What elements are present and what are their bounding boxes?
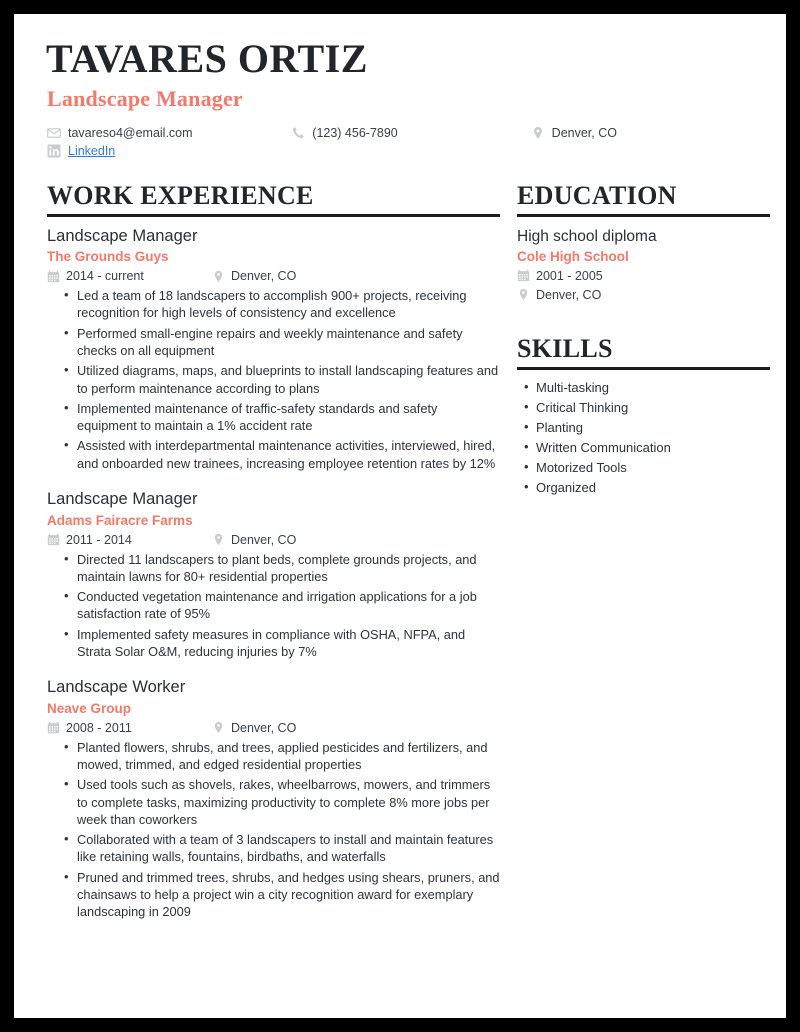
experience-bullet: • Implemented safety measures in compliance with OSHA, NFPA, and Strata Solar O&M, reducing injuries by 7% <box>77 626 500 661</box>
skill-item: • Written Communication <box>536 438 770 458</box>
experience-location: Denver, CO <box>212 269 296 283</box>
experience-meta <box>47 721 500 735</box>
skills-block <box>517 335 770 498</box>
experience-location: Denver, CO <box>212 721 296 735</box>
linkedin-icon <box>47 144 61 158</box>
contact-email[interactable] <box>47 126 291 140</box>
location-pin-icon <box>531 126 545 140</box>
contact-row-primary <box>47 126 687 140</box>
experience-bullet: • Led a team of 18 landscapers to accomplish 900+ projects, receiving recognition for high levels of consistency and excellence <box>77 287 500 322</box>
experience-dates: 2008 - 2011 <box>47 721 212 735</box>
location-pin-icon <box>212 270 225 283</box>
contact-phone-text: (123) 456-7890 <box>312 126 398 140</box>
location-pin-icon <box>212 533 225 546</box>
location-pin-icon <box>212 721 225 734</box>
education-entry <box>517 227 770 302</box>
section-rule-education <box>517 214 770 217</box>
experience-organization: Neave Group <box>47 700 132 716</box>
skill-item: • Multi-tasking <box>536 378 770 398</box>
linkedin-link[interactable]: LinkedIn <box>68 144 116 158</box>
experience-bullet: • Collaborated with a team of 3 landscapers to install and maintain features like retaining walls, fountains, birdbaths, and waterfalls <box>77 831 500 866</box>
section-rule-work-experience <box>47 214 500 217</box>
experience-role: Landscape Manager <box>47 489 198 508</box>
experience-bullets <box>47 287 500 472</box>
experience-bullet: • Used tools such as shovels, rakes, wheelbarrows, mowers, and trimmers to complete tasks, maximizing productivity to complete 8% more jobs per week than coworkers <box>77 776 500 828</box>
experience-dates: 2011 - 2014 <box>47 533 212 547</box>
section-title-skills: SKILLS <box>517 333 613 363</box>
experience-list <box>47 226 500 921</box>
education-dates: 2001 - 2005 <box>517 269 770 283</box>
contact-location <box>531 126 687 140</box>
experience-meta <box>47 269 500 283</box>
contact-email-text: tavareso4@email.com <box>68 126 193 140</box>
experience-role: Landscape Worker <box>47 678 186 697</box>
resume-header <box>34 38 766 158</box>
education-list <box>517 227 770 302</box>
experience-bullet: • Planted flowers, shrubs, and trees, applied pesticides and fertilizers, and mowed, trimmed, and edged residential properties <box>77 739 500 774</box>
envelope-icon <box>47 126 61 140</box>
experience-dates: 2014 - current <box>47 269 212 283</box>
contact-row-secondary <box>47 144 687 158</box>
experience-organization: The Grounds Guys <box>47 249 169 265</box>
section-rule-skills <box>517 367 770 370</box>
section-title-education: EDUCATION <box>517 181 677 210</box>
resume-body <box>34 182 766 920</box>
experience-location: Denver, CO <box>212 533 296 547</box>
experience-bullet: • Performed small-engine repairs and weekly maintenance and safety checks on all equipment <box>77 325 500 360</box>
experience-meta <box>47 533 500 547</box>
resume-page <box>14 14 786 1018</box>
skill-item: • Critical Thinking <box>536 398 770 418</box>
page-title: TAVARES ORTIZ <box>46 36 368 81</box>
experience-entry <box>47 226 500 472</box>
right-column <box>500 182 770 920</box>
left-column <box>34 182 500 920</box>
calendar-icon <box>47 270 60 283</box>
skill-item: • Organized <box>536 478 770 498</box>
calendar-icon <box>47 533 60 546</box>
education-degree: High school diploma <box>517 227 657 245</box>
location-pin-icon <box>517 288 530 301</box>
calendar-icon <box>47 721 60 734</box>
skills-list <box>517 378 770 499</box>
education-location: Denver, CO <box>517 288 770 302</box>
experience-entry <box>47 677 500 920</box>
experience-entry <box>47 489 500 660</box>
experience-organization: Adams Fairacre Farms <box>47 512 193 528</box>
experience-bullet: • Conducted vegetation maintenance and irrigation applications for a job satisfaction rate of 95% <box>77 588 500 623</box>
experience-bullets <box>47 739 500 921</box>
experience-bullet: • Directed 11 landscapers to plant beds, complete grounds projects, and maintain lawns for 80+ residential properties <box>77 551 500 586</box>
contact-location-text: Denver, CO <box>551 126 617 140</box>
experience-bullets <box>47 551 500 661</box>
education-school: Cole High School <box>517 248 629 264</box>
headline-job-title: Landscape Manager <box>47 86 243 111</box>
experience-role: Landscape Manager <box>47 226 198 245</box>
contact-phone[interactable] <box>291 126 530 140</box>
skill-item: • Motorized Tools <box>536 458 770 478</box>
experience-bullet: • Utilized diagrams, maps, and blueprints to install landscaping features and to perform maintenance according to plans <box>77 362 500 397</box>
contact-block <box>47 126 687 158</box>
skill-item: • Planting <box>536 418 770 438</box>
contact-linkedin[interactable] <box>47 144 297 158</box>
phone-icon <box>291 126 305 140</box>
experience-bullet: • Assisted with interdepartmental maintenance activities, interviewed, hired, and onboarded new trainees, increasing employee retention rates by 12% <box>77 437 500 472</box>
calendar-icon <box>517 269 530 282</box>
section-title-work-experience: WORK EXPERIENCE <box>47 181 314 210</box>
experience-bullet: • Implemented maintenance of traffic-safety standards and safety equipment to maintain a 1% accident rate <box>77 400 500 435</box>
experience-bullet: • Pruned and trimmed trees, shrubs, and hedges using shears, pruners, and chainsaws to help a project win a city recognition award for exemplary landscaping in 2009 <box>77 869 500 921</box>
